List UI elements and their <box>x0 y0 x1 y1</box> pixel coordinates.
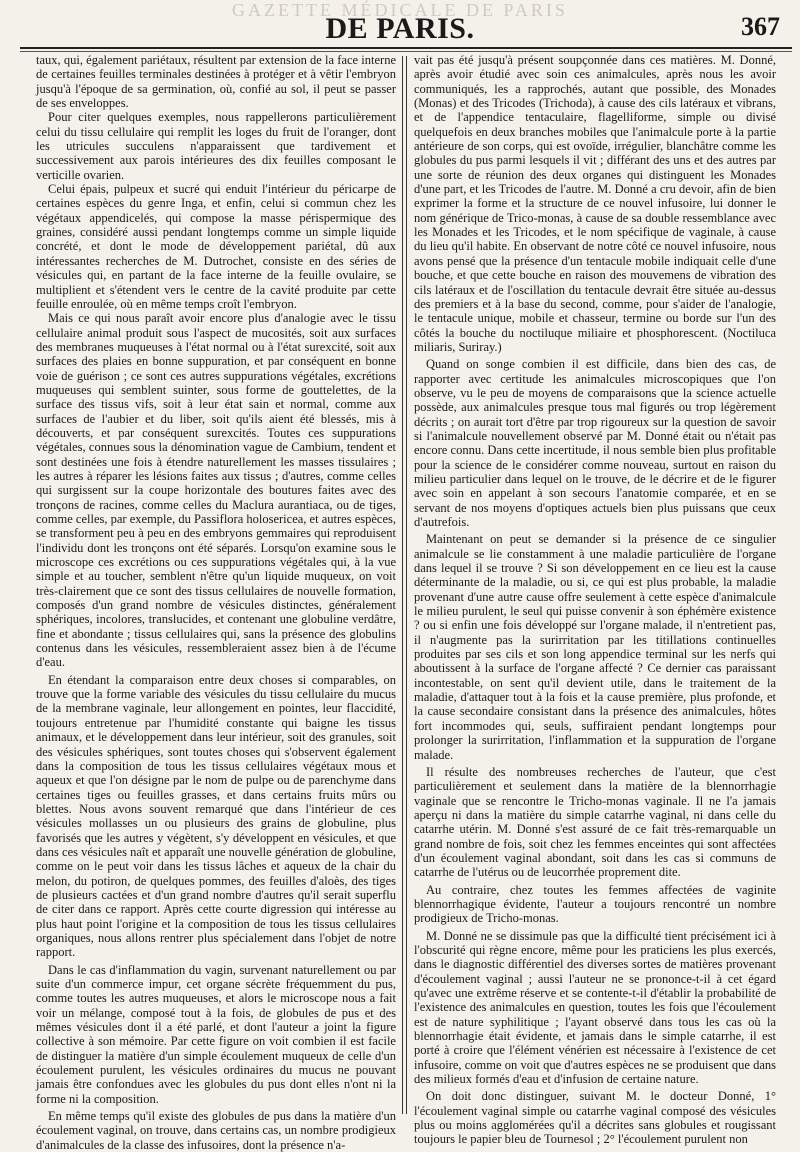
right-column <box>414 53 776 1147</box>
column-divider <box>402 56 403 1114</box>
page-number: 367 <box>741 12 780 41</box>
masthead-ghost: GAZETTE MÉDICALE DE PARIS <box>232 0 568 20</box>
paragraph: Maintenant on peut se demander si la présence de ce singulier animalcule se lie constamment à une maladie particulière de l'organe dans lequel il se trouve ? Si son développement en ce lieu est la cause déterminante de la maladie, ou si, ce qui est plus probable, la maladie provenant d'une autre cause offre seulement à cette espèce d'animalcule le milieu purulent, le seul qui puisse convenir à son éphémère existence ? ou si enfin une fois développé sur l'organe malade, il n'entretient pas, il n'augmente pas la surirritation par les titillations continuelles produites par ses cils et son long appendice terminal sur les nerfs qui aboutissent à la surface de l'organe affecté ? Ce dernier cas paraissant incontestable, on sent qu'il devient utile, dans le traitement de la maladie, d'attaquer tout à la fois et la cause première, plus profonde, et la cause secondaire consistant dans la présence des animalcules, hôtes fort incommodes qui, seuls, suffiraient pendant longtemps pour prolonger la surirritation, l'inflammation et la suppuration de l'organe malade. <box>414 532 776 762</box>
paragraph: vait pas été jusqu'à présent soupçonnée dans ces matières. M. Donné, après avoir étudié avec soin ces animalcules, après nous les avoir communiqués, les a rapprochés, autant que possible, des Monades (Monas) et des Tricodes (Trichoda), à cause des cils latéraux et vibrans, et de l'appendice tentaculaire, flagelliforme, simple ou divisé quelquefois en deux branches mobiles que l'animalcule porte à la partie antérieure de son corps, qui est ovoïde, irrégulier, blanchâtre comme les globules du pus parmi lesquels il vit ; différant des uns et des autres par une sorte de réunion des deux organes qui distinguent les Monades d'une part, et les Tricodes de l'autre. M. Donné a cru devoir, afin de bien exprimer la forme et la structure de ce nouvel infusoire, lui donner le nom générique de Trico-monas, à cause de sa double ressemblance avec les Monades et les Tricodes, et le nom spécifique de vaginale, à cause du lieu qu'il habite. En observant de notre côté ce nouvel infusoire, nous avons pensé que la présence d'un tentacule mobile indiquait celle d'une bouche, et que cette bouche en raison des mouvemens de vibration des cils latéraux et de l'oscillation du tentacule devrait être située au-dessus des premiers et à la base du second, comme, pour s'aider de l'analogie, le tentacule unique, mobile et chasseur, termine ou borde sur l'un des côtés la bouche du noctiluque miliaire et phosphorescent. (Noctiluca miliaris, Suriray.) <box>414 53 776 354</box>
paragraph: En même temps qu'il existe des globules de pus dans la matière d'un écoulement vaginal, on trouve, dans certains cas, un nombre prodigieux d'animalcules de la classe des infusoires, dont la présence n'a- <box>36 1109 396 1152</box>
paragraph: Il résulte des nombreuses recherches de l'auteur, que c'est particulièrement et seulement dans la matière de la blennorrhagie vaginale que se rencontre le Tricho-monas vaginale. Il ne l'a jamais aperçu ni dans la matière du simple catarrhe vaginal, ni dans celle du catarrhe utérin. M. Donné s'est assuré de ce fait très-remarquable un grand nombre de fois, soit chez les femmes enceintes qui sont affectées d'un écoulement vaginal abondant, soit dans les cas si communs de catarrhe de l'utérus ou de leucorrhée proprement dite. <box>414 764 776 880</box>
paragraph: Pour citer quelques exemples, nous rappellerons particulièrement celui du tissu cellulaire qui remplit les loges du fruit de l'oranger, dont les utricules succulens n'apparaissent que tardivement et successivement aux parois intérieures des dix feuilles composant le verticille ovarien. <box>36 110 396 182</box>
header-rule <box>20 47 792 49</box>
paragraph: Mais ce qui nous paraît avoir encore plus d'analogie avec le tissu cellulaire animal produit sous l'aspect de mucosités, soit aux surfaces des membranes muqueuses à l'état normal ou à l'état surexcité, soit aux surfaces des plaies en bonne suppuration, et par conséquent en bonne voie de guérison ; ce sont ces autres suppurations végétales, excrétions muqueuses qui semblent suinter, sous forme de gouttelettes, de la surface des tissus vifs, soit à leur état sain et normal, comme aux surfaces de l'aubier et du liber, soit qu'ils aient été blessés, mis à découverts, et par conséquent surexcités. Toutes ces suppurations végétales, connues sous la dénomination vague de Cambium, tendent et sont destinées une fois à étendre naturellement les masses tissulaires ; les autres à réparer les lésions faites aux tissus ; d'autres, comme celles qui surgissent sur la coupe horizontale des boutures faites avec des tronçons de racines, comme celles du Maclura aurantiaca, ou de tiges, comme celles, par exemple, du Passiflora holosericea, et autres espèces, se transforment peu à peu en des embryons gemmaires qui reproduisent l'individu dont les tronçons ont été séparés. Lorsqu'on examine sous le microscope ces excrétions ou ces suppurations végétales qui, à la vue simple et au toucher, semblent n'être qu'un liquide muqueux, on voit très-clairement que ce sont des tissus cellulaires de nouvelle formation, composés d'un grand nombre de vésicules distinctes, généralement sphériques, incolores, translucides, et contenant une globuline verdâtre, fine et abondante ; tissus cellulaires qui, sans la présence des globulins contenus dans les vésicules, ressembleraient assez bien à de l'écume d'eau. <box>36 311 396 670</box>
header-rule-thin <box>20 51 792 52</box>
paragraph: On doit donc distinguer, suivant M. le docteur Donné, 1° l'écoulement vaginal simple ou catarrhe vaginal composé des vésicules plus ou moins agglomérées qu'il a décrites sans globules et rougissant toujours le papier bleu de Tournesol ; 2° l'écoulement purulent non <box>414 1089 776 1147</box>
page-header <box>0 0 800 50</box>
paragraph: M. Donné ne se dissimule pas que la difficulté tient précisément ici à l'obscurité qui règne encore, même pour les praticiens les plus exercés, dans le diagnostic différentiel des diverses sortes de matières provenant d'écoulement vaginal ; aussi l'auteur ne se prononce-t-il à cet égard qu'avec une extrême réserve et se contente-t-il d'établir la probabilité de l'existence des animalcules en question, toutes les fois que l'écoulement est de nature syphilitique ; l'ayant observé dans tous les cas où la blennorrhagie était évidente, et jamais dans le simple catarrhe, il est porté à croire que l'élément vénérien est nécessaire à l'existence de cet infusoire, comme on voit que d'autres espèces ne se produisent que dans des milieux formés d'eau et d'infusion de certaine nature. <box>414 928 776 1087</box>
column-divider-inner <box>406 56 407 1114</box>
paragraph: En étendant la comparaison entre deux choses si comparables, on trouve que la forme variable des vésicules du tissu cellulaire du mucus de la membrane vaginale, leur allongement en pointes, leur flaccidité, toujours entretenue par l'humidité constante qui baigne les tissus animaux, et le développement dans leur intérieur, soit des granules, soit des vésicules sphériques, sont toutes choses qui s'observent également dans la composition de tous les tissus cellulaires végétaux mous et aqueux et que l'on désigne par le nom de pulpe ou de parenchyme dans certaines tiges ou feuilles grasses, et dans certains fruits mûrs ou blettes. Nous avons souvent remarqué que dans l'intérieur de ces vésicules mollasses un ou plusieurs des grains de globuline, plus favorisés que les autres y végètent, s'y développent en vésicules, et que dans ces vésicules naît et apparaît une nouvelle génération de globuline, comme on le peut voir dans les tissus lâches et aqueux de la chair du melon, du potiron, de quelques pommes, des feuilles d'aloès, des tiges de plusieurs cactées et d'un grand nombre d'autres qu'il serait superflu de citer dans ce rapport. Après cette courte digression qui intéresse au plus haut point l'origine et la composition de tous les tissus cellulaires organiques, nous allons rentrer plus spécialement dans l'objet de notre rapport. <box>36 672 396 960</box>
paragraph: Celui épais, pulpeux et sucré qui enduit l'intérieur du péricarpe de certaines espèces du genre Inga, et enfin, celui si commun chez les végétaux appendicelés, qui compose la masse périspermique des graines, considéré aussi pendant longtemps comme un simple liquide concrété, et dont le mode de développement pariétal, dû aux intéressantes recherches de M. Dutrochet, consiste en des séries de vésicules qui, en partant de la face interne de la feuille ovulaire, se multiplient et s'étendent vers le centre de la cavité produite par cette feuille enroulée, où en même temps croît l'embryon. <box>36 182 396 311</box>
paragraph: Quand on songe combien il est difficile, dans bien des cas, de rapporter avec certitude les animalcules microscopiques que l'on observe, vu le peu de moyens de comparaisons que la science actuelle possède, aux animalcules presque tous mal figurés ou trop légèrement décrits ; on aurait tort d'être par trop rigoureux sur la question de savoir si l'animalcule nouvellement observé par M. Donné était ou n'était pas encore connu. Dans cette incertitude, il nous semble bien plus profitable pour la science de le considérer comme nouveau, surtout en raison du milieu particulier dans lequel on le trouve, de le décrire et de le figurer avec soin en appelant à son secours l'anatomie comparée, et en se servant de nos moyens d'optiques actuels bien plus puissans que ceux d'autrefois. <box>414 357 776 529</box>
paragraph: Dans le cas d'inflammation du vagin, survenant naturellement ou par suite d'un commerce impur, cet organe sécrète fréquemment du pus, comme toutes les autres muqueuses, et alors le microscope nous a fait voir un mélange, composé tout à la fois, de globules de pus et des mêmes vésicules dont il a été parlé, et dont l'auteur a joint la figure collective à son mémoire. Par cette figure on voit combien il est facile de distinguer la matière d'un simple écoulement muqueux de celle d'un écoulement purulent, les vésicules ordinaires du mucus ne pouvant jamais être confondues avec les globules du pus dont elles n'ont ni la forme ni la composition. <box>36 962 396 1106</box>
left-column <box>36 53 396 1152</box>
paragraph: Au contraire, chez toutes les femmes affectées de vaginite blennorrhagique évidente, l'auteur a toujours rencontré un nombre prodigieux de Tricho-monas. <box>414 882 776 926</box>
running-title: DE PARIS. <box>325 12 475 45</box>
paragraph: taux, qui, également pariétaux, résultent par extension de la face interne de certaines feuilles terminales destinées à protéger et à vêtir l'embryon jusqu'à l'époque de sa germination, où, confié au sol, il peut se passer de ses enveloppes. <box>36 53 396 111</box>
